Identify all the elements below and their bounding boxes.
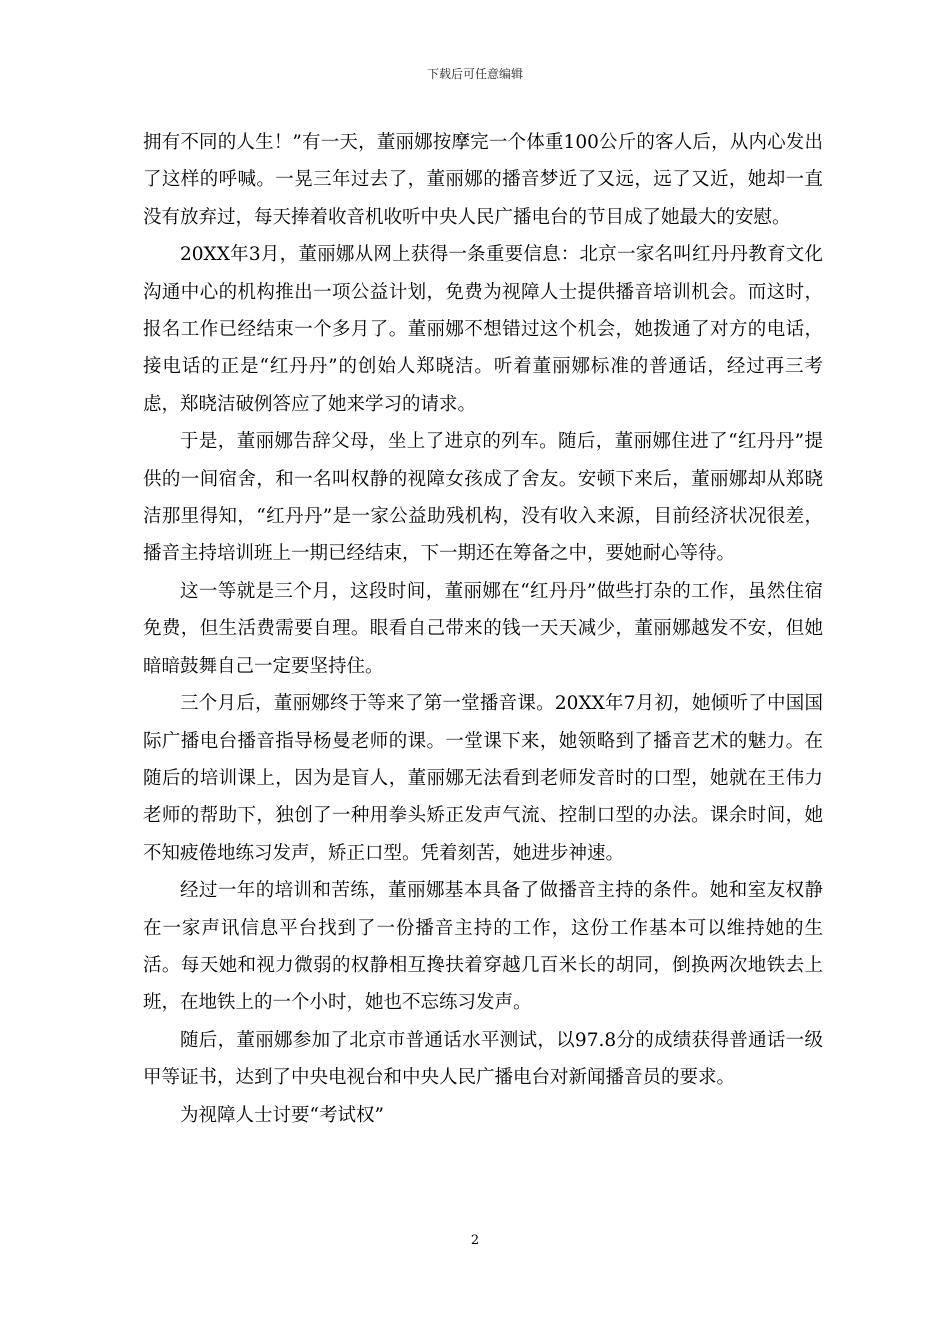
paragraph: 这一等就是三个月，这段时间，董丽娜在“红丹丹”做些打杂的工作，虽然住宿免费，但生活费需要自理。眼看自己带来的钱一天天减少，董丽娜越发不安，但她暗暗鼓舞自己一定要坚持住。 bbox=[143, 580, 823, 677]
paragraph: 三个月后，董丽娜终于等来了第一堂播音课。20XX年7月初，她倾听了中国国际广播电台播音指导杨曼老师的课。一堂课下来，她领略到了播音艺术的魅力。在随后的培训课上，因为是盲人，董丽娜无法看到老师发音时的口型，她就在王伟力老师的帮助下，独创了一种用拳头矫正发声气流、控制口型的办法。课余时间，她不知疲倦地练习发声，矫正口型。凭着刻苦，她进步神速。 bbox=[143, 693, 823, 864]
paragraph: 20XX年3月，董丽娜从网上获得一条重要信息：北京一家名叫红丹丹教育文化沟通中心的机构推出一项公益计划，免费为视障人士提供播音培训机会。而这时，报名工作已经结束一个多月了。董丽娜不想错过这个机会，她拨通了对方的电话，接电话的正是“红丹丹”的创始人郑晓洁。听着董丽娜标准的普通话，经过再三考虑，郑晓洁破例答应了她来学习的请求。 bbox=[143, 244, 823, 415]
document-body bbox=[143, 124, 823, 1134]
section-heading: 为视障人士讨要“考试权” bbox=[180, 1104, 384, 1126]
page-number: 2 bbox=[470, 1233, 480, 1248]
paragraph: 经过一年的培训和苦练，董丽娜基本具备了做播音主持的条件。她和室友权静在一家声讯信息平台找到了一份播音主持的工作，这份工作基本可以维持她的生活。每天她和视力微弱的权静相互搀扶着穿越几百米长的胡同，倒换两次地铁去上班，在地铁上的一个小时，她也不忘练习发声。 bbox=[143, 880, 823, 1014]
paragraph-continuation: 拥有不同的人生！”有一天，董丽娜按摩完一个体重100公斤的客人后，从内心发出了这样的呼喊。一晃三年过去了，董丽娜的播音梦近了又远，远了又近，她却一直没有放弃过，每天捧着收音机收听中央人民广播电台的节目成了她最大的安慰。 bbox=[143, 132, 823, 228]
paragraph: 随后，董丽娜参加了北京市普通话水平测试，以97.8分的成绩获得普通话一级甲等证书，达到了中央电视台和中央人民广播电台对新闻播音员的要求。 bbox=[143, 1029, 823, 1089]
page-header: 下载后可任意编辑 bbox=[426, 67, 523, 81]
paragraph: 于是，董丽娜告辞父母，坐上了进京的列车。随后，董丽娜住进了“红丹丹”提供的一间宿舍，和一名叫权静的视障女孩成了舍友。安顿下来后，董丽娜却从郑晓洁那里得知，“红丹丹”是一家公益助残机构，没有收入来源，目前经济状况很差，播音主持培训班上一期已经结束，下一期还在筹备之中，要她耐心等待。 bbox=[143, 431, 823, 565]
